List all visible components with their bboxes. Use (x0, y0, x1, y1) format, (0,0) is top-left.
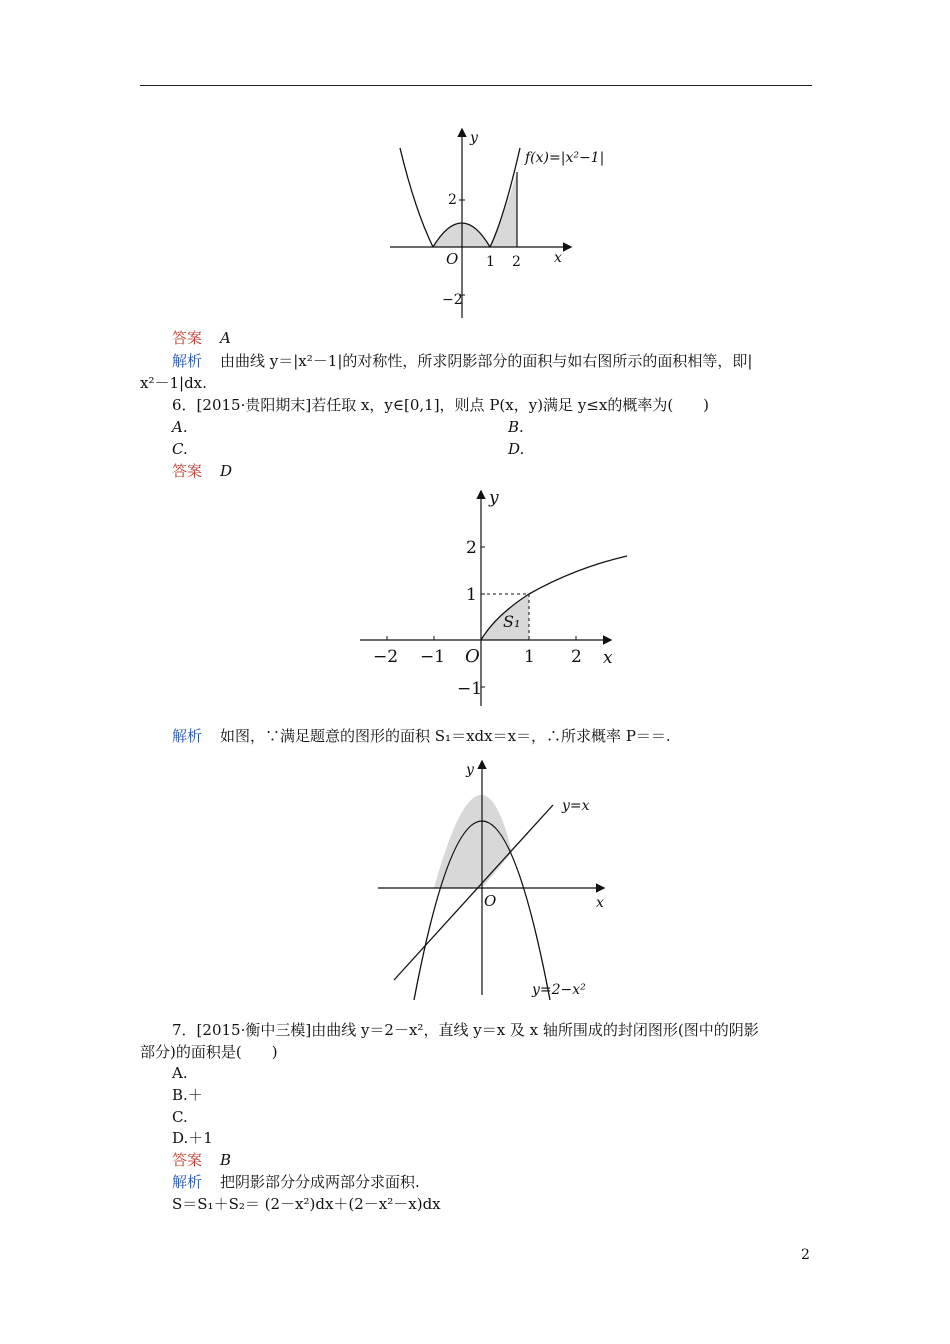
q6-answer-line (172, 461, 232, 481)
answer-tag: 答案 (172, 462, 203, 480)
q5-solution-line2: x²－1|dx. (140, 374, 207, 392)
q7-stem-line2: 部分)的面积是( ) (140, 1043, 278, 1061)
answer-tag: 答案 (172, 1151, 203, 1169)
solution-tag: 解析 (172, 1173, 203, 1191)
tick-x-neg2: −2 (373, 647, 399, 667)
answer-value: A (220, 329, 231, 347)
line-label: y=x (562, 798, 590, 814)
tick-y-1: 1 (466, 585, 477, 605)
q6-option-b: B. (508, 418, 524, 436)
tick-x-neg1: −1 (420, 647, 446, 667)
q6-option-a: A. (172, 418, 188, 436)
q6-solution-line (172, 726, 671, 746)
page-number: 2 (801, 1247, 810, 1263)
q7-option-c: C. (172, 1108, 188, 1126)
axis-label-y: y (489, 488, 499, 508)
axis-label-x: x (596, 895, 604, 911)
figure-parabola-line (378, 760, 618, 1005)
q5-solution-line (172, 351, 752, 371)
origin-label: O (484, 892, 497, 910)
figure-sqrt-region (355, 488, 635, 708)
q5-answer-line (172, 328, 231, 348)
solution-tag: 解析 (172, 352, 203, 370)
answer-value: B (220, 1151, 232, 1169)
q6-option-c: C. (172, 440, 188, 458)
q7-option-d: D.＋1 (172, 1129, 213, 1147)
tick-y-neg1: −1 (457, 679, 483, 699)
q7-answer-line (172, 1150, 231, 1170)
tick-x-1: 1 (524, 647, 535, 667)
axis-label-x: x (603, 648, 613, 668)
answer-tag: 答案 (172, 329, 203, 347)
q7-solution-line (172, 1172, 420, 1192)
shaded-region (434, 795, 512, 888)
q7-option-a: A. (172, 1064, 188, 1082)
axis-label-x: x (554, 250, 562, 266)
origin-label: O (446, 250, 459, 268)
tick-x-1: 1 (486, 254, 495, 270)
tick-y-neg2: −2 (442, 292, 463, 308)
tick-x-2: 2 (512, 254, 521, 270)
axis-label-y: y (466, 762, 474, 778)
answer-value: D (220, 462, 233, 480)
q6-stem: 6．[2015·贵阳期末]若任取 x，y∈[0,1]，则点 P(x，y)满足 y≤x的概率为( ) (172, 396, 710, 414)
region-label-s1: S₁ (503, 612, 521, 631)
function-label: f(x)=|x²−1| (525, 150, 605, 166)
tick-x-2: 2 (571, 647, 582, 667)
origin-label: O (465, 646, 480, 667)
solution-text: 如图，∵满足题意的图形的面积 S₁＝xdx＝x＝，∴所求概率 P＝＝. (220, 727, 671, 745)
axis-label-y: y (470, 130, 478, 146)
solution-text: 由曲线 y＝|x²－1|的对称性，所求阴影部分的面积与如右图所示的面积相等，即| (220, 352, 753, 370)
curve-left-branch (400, 148, 433, 247)
header-rule (140, 85, 812, 86)
curve-label: y=2−x² (532, 982, 586, 998)
tick-y-2: 2 (448, 192, 457, 208)
q7-solution-formula: S＝S₁＋S₂＝ (2－x²)dx＋(2－x²－x)dx (172, 1195, 441, 1213)
q7-stem-line1: 7．[2015·衡中三模]由曲线 y＝2－x²，直线 y＝x 及 x 轴所围成的封闭图形(图中的阴影 (172, 1021, 759, 1039)
q7-option-b: B.＋ (172, 1086, 203, 1104)
figure-abs-parabola (390, 128, 610, 318)
q6-option-d: D. (508, 440, 525, 458)
tick-y-2: 2 (466, 538, 477, 558)
solution-text: 把阴影部分分成两部分求面积. (220, 1173, 420, 1191)
solution-tag: 解析 (172, 727, 203, 745)
